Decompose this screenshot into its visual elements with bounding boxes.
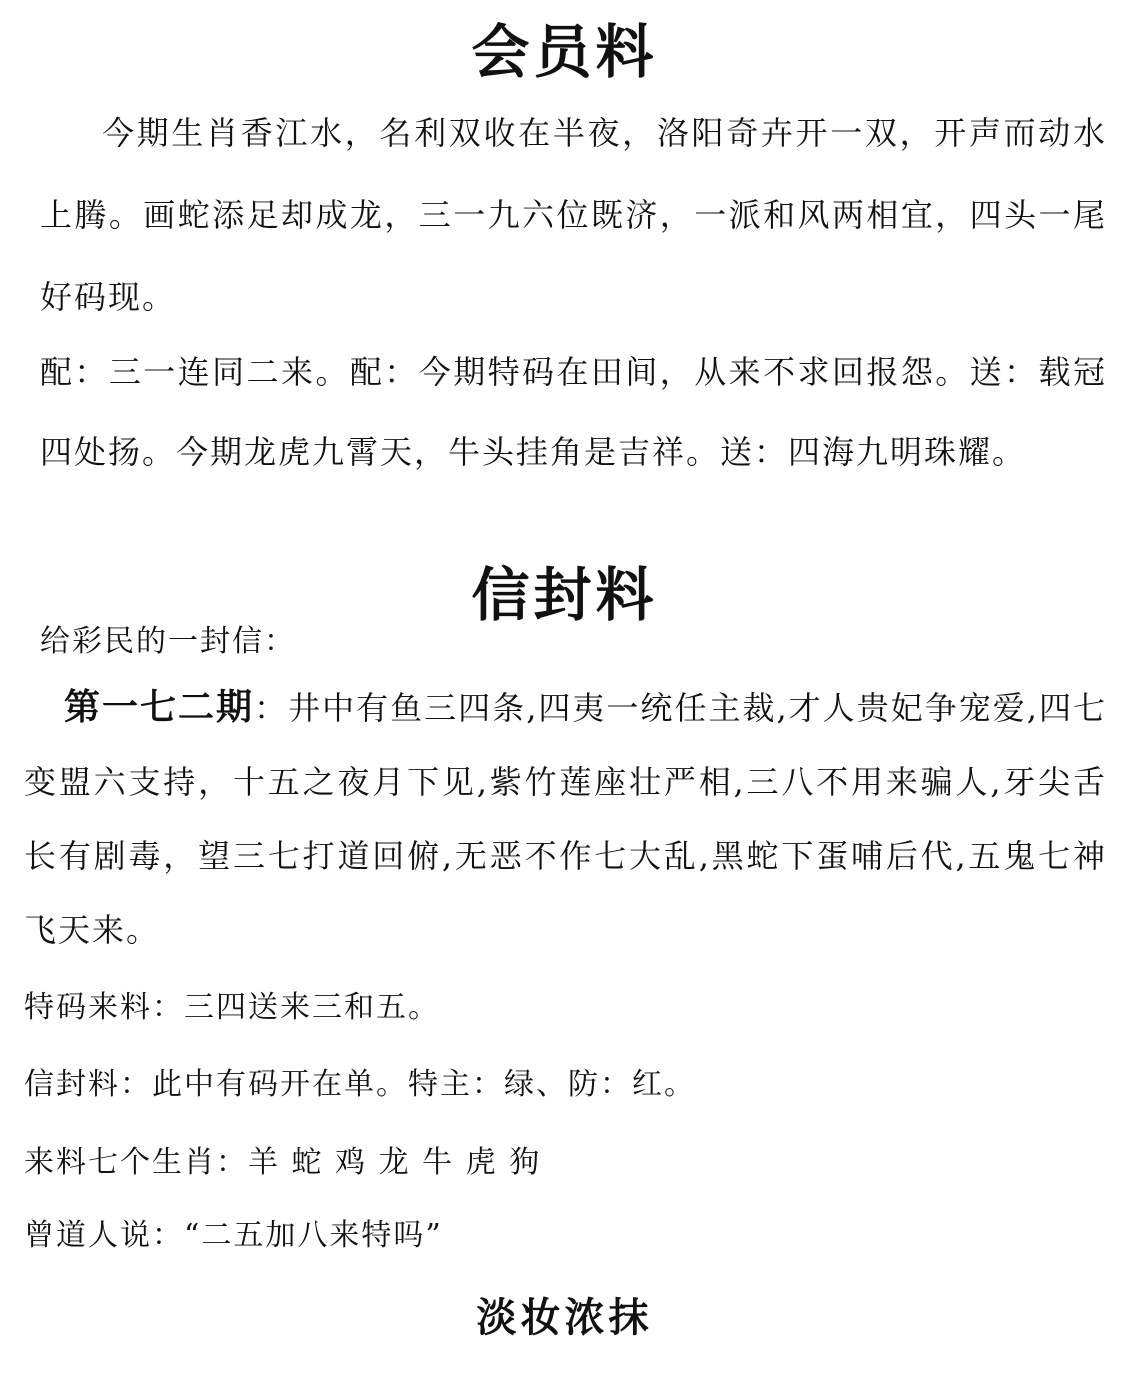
zodiac-line: 来料七个生肖：羊 蛇 鸡 龙 牛 虎 狗 xyxy=(24,1145,542,1180)
issue-body: ：井中有鱼三四条,四夷一统任主裁,才人贵妃争宠爱,四七变盟六支持，十五之夜月下见,紫竹莲座壮严相,三八不用来骗人,牙尖舌长有剧毒，望三七打道回俯,无恶不作七大乱,黑蛇下蛋哺后代,五鬼七神飞天来。 xyxy=(24,689,1107,949)
envelope-line: 信封料：此中有码开在单。特主：绿、防：红。 xyxy=(24,1067,696,1102)
member-section-title: 会员料 xyxy=(471,18,658,86)
issue-paragraph xyxy=(0,671,1129,967)
letter-greeting: 给彩民的一封信： xyxy=(40,624,296,659)
member-verse-paragraph: 今期生肖香江水，名利双收在半夜，洛阳奇卉开一双，开声而动水上腾。画蛇添足却成龙，三一九六位既济，一派和风两相宜，四头一尾好码现。 xyxy=(40,114,1107,316)
special-code-line: 特码来料：三四送来三和五。 xyxy=(24,990,440,1025)
last-section-title: 淡妆浓抹 xyxy=(476,1295,653,1341)
member-pairing-paragraph: 配：三一连同二来。配：今期特码在田间，从来不求回报怨。送：载冠四处扬。今期龙虎九霄天，牛头挂角是吉祥。送：四海九明珠耀。 xyxy=(40,353,1107,471)
letter-section-title: 信封料 xyxy=(471,561,658,629)
issue-label: 第一七二期 xyxy=(64,687,255,728)
quote-line: 曾道人说：“二五加八来特吗” xyxy=(24,1218,443,1253)
